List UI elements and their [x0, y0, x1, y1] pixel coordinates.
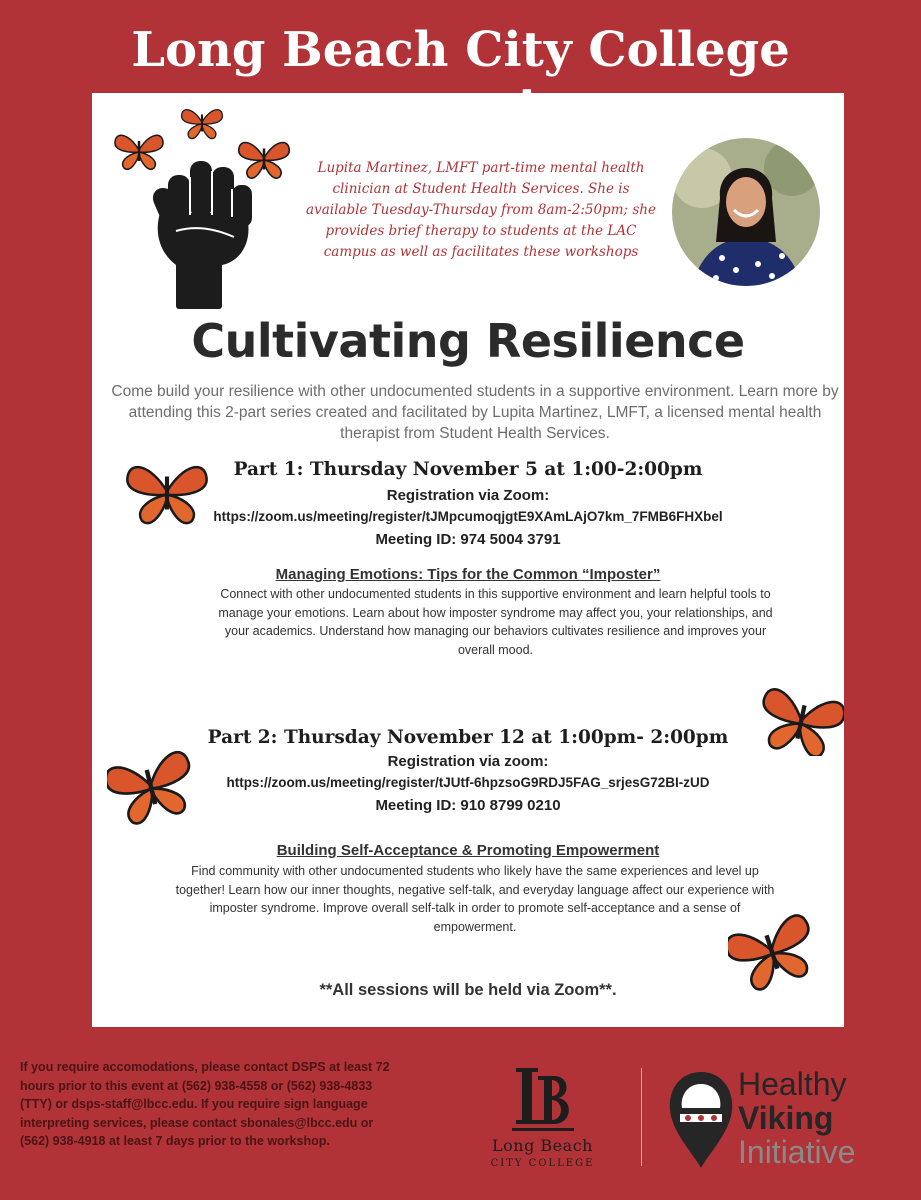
- part1-meeting-id: Meeting ID: 974 5004 3791: [375, 531, 561, 548]
- page-title: Long Beach City College: [131, 22, 790, 78]
- logo-divider: [641, 1068, 642, 1166]
- part1-description: Connect with other undocumented students in this supportive environment and learn helpful tools to manage your emotions. Learn about how imposter syndrome may affect you, your relationships, and your academics. Understand how managing our behaviors cultivates resilience and improves your overall mood.: [218, 587, 773, 657]
- butterfly-icon: [179, 106, 225, 140]
- part2-title: Part 2: Thursday November 12 at 1:00pm- 2:00pm: [207, 727, 729, 748]
- lbcc-monogram-icon: [508, 1062, 578, 1134]
- lbcc-name: Long Beach: [492, 1136, 593, 1155]
- hv-line1: Healthy: [738, 1066, 847, 1102]
- healthy-viking-logo: [660, 1062, 900, 1177]
- part2-registration-link[interactable]: https://zoom.us/meeting/register/tJUtf-6hpzsoG9RDJ5FAG_srjesG72BI-zUD: [226, 775, 710, 790]
- viking-helmet-icon: [666, 1068, 736, 1172]
- lbcc-logo: [470, 1062, 615, 1177]
- zoom-note: **All sessions will be held via Zoom**.: [319, 981, 617, 999]
- raised-fist-icon: [146, 153, 256, 309]
- event-intro: Come build your resilience with other undocumented students in a supportive environment. Learn more by attending this 2-part series created and facilitated by Lupita Martinez, LMFT, a licensed mental health therapist from Student Health Services.: [111, 383, 839, 442]
- part2-registration-label: Registration via zoom:: [387, 753, 549, 770]
- part1-registration-label: Registration via Zoom:: [386, 487, 550, 504]
- facilitator-bio: Lupita Martinez, LMFT part-time mental health clinician at Student Health Services. She is available Tuesday-Thursday from 8am-2:50pm; she provides brief therapy to students at the LAC campus as well as facilitates these workshops: [306, 160, 656, 260]
- part1-title: Part 1: Thursday November 5 at 1:00-2:00pm: [233, 459, 703, 480]
- hv-line3: Initiative: [738, 1134, 856, 1170]
- event-title: Cultivating Resilience: [191, 314, 745, 368]
- accommodations-notice: If you require accomodations, please contact DSPS at least 72 hours prior to this event at (562) 938-4558 or (562) 938-4833 (TTY) or dsps-staff@lbcc.edu. If you require sign language interpreting services, please contact sbonales@lbcc.edu or (562) 938-4918 at least 7 days prior to the workshop.: [20, 1060, 390, 1148]
- hv-line2: Viking: [738, 1100, 834, 1136]
- part2-meeting-id: Meeting ID: 910 8799 0210: [375, 797, 561, 814]
- part2-description: Find community with other undocumented students who likely have the same experiences and level up together! Learn how our inner thoughts, negative self-talk, and everyday language affect our experience with imposter syndrome. Improve overall self-talk in order to promote self-acceptance and a sense of empowerment.: [175, 864, 775, 934]
- part1-session-title: Managing Emotions: Tips for the Common “Imposter”: [275, 566, 661, 583]
- part2-session-title: Building Self-Acceptance & Promoting Empowerment: [276, 842, 660, 859]
- facilitator-photo: [672, 138, 820, 286]
- lbcc-subtitle: CITY COLLEGE: [490, 1158, 595, 1169]
- part1-registration-link[interactable]: https://zoom.us/meeting/register/tJMpcumoqjgtE9XAmLAjO7km_7FMB6FHXbel: [213, 509, 723, 524]
